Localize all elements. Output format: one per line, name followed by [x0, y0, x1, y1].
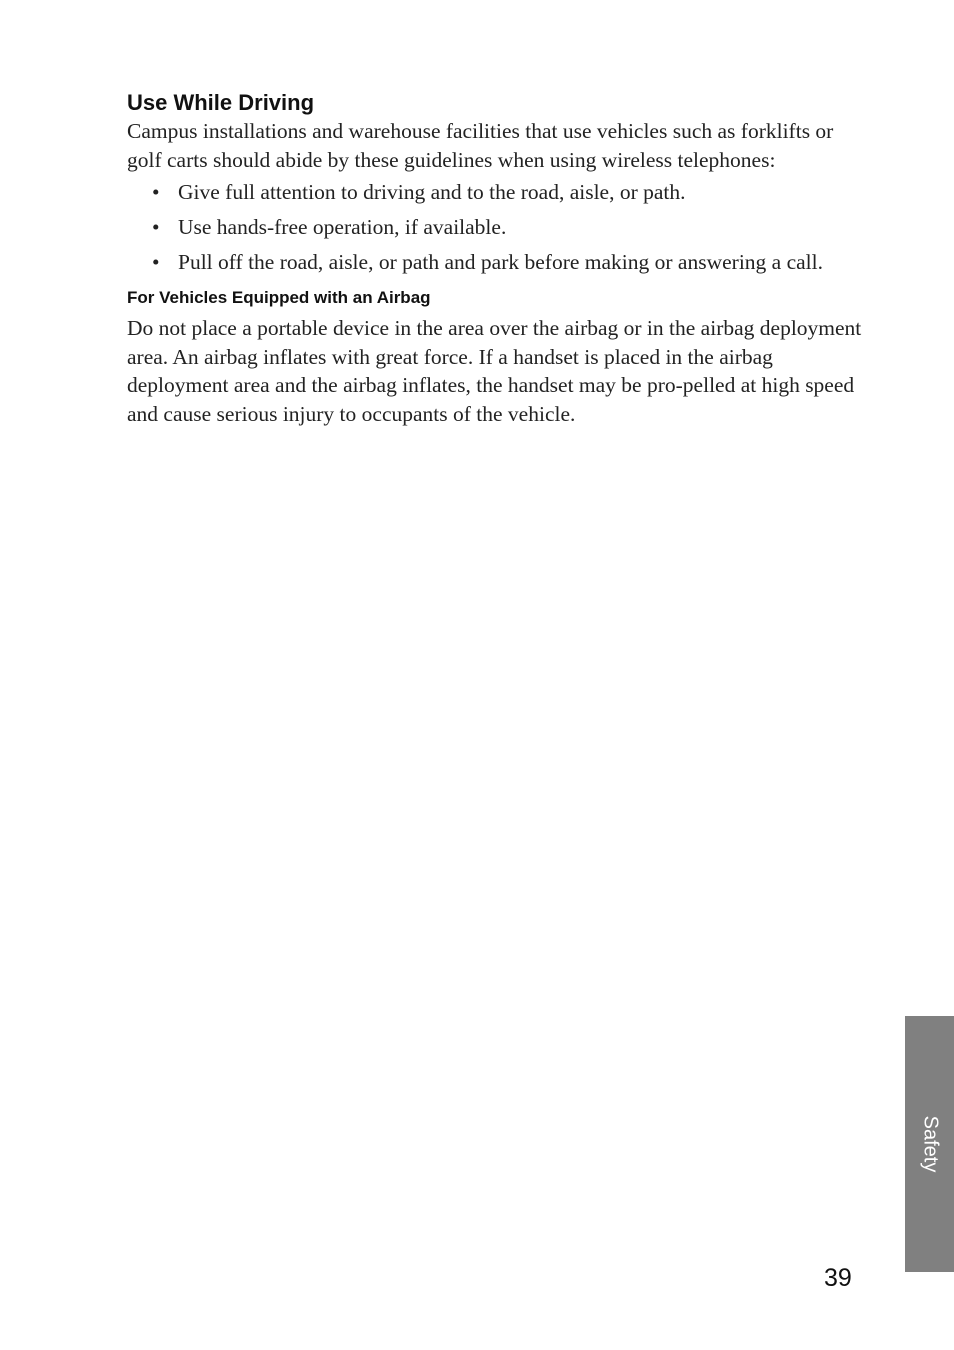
list-item	[127, 178, 862, 206]
bullet-icon: •	[152, 180, 160, 204]
guidelines-list	[127, 178, 862, 276]
page-content	[127, 89, 862, 428]
chapter-side-tab	[905, 1016, 954, 1272]
section-heading: Use While Driving	[127, 90, 315, 115]
list-item-text: Use hands-free operation, if available.	[178, 215, 507, 239]
list-item-text: Give full attention to driving and to the road, aisle, or path.	[178, 180, 686, 204]
bullet-icon: •	[152, 215, 160, 239]
side-tab-label: Safety	[919, 1115, 941, 1173]
list-item	[127, 248, 862, 276]
subsection-paragraph: Do not place a portable device in the area over the airbag or in the airbag deployment area. An airbag inflates with great force. If a handset is placed in the airbag deployment area and the airbag inflates, the handset may be pro-pelled at high speed and cause serious injury to occupants of the vehicle.	[127, 316, 862, 426]
section-intro-paragraph: Campus installations and warehouse facilities that use vehicles such as forklifts or golf carts should abide by these guidelines when using wireless telephones:	[127, 119, 834, 172]
bullet-icon: •	[152, 250, 160, 274]
list-item-text: Pull off the road, aisle, or path and park before making or answering a call.	[178, 250, 823, 274]
page-number: 39	[824, 1264, 852, 1292]
list-item	[127, 213, 862, 241]
subsection-heading: For Vehicles Equipped with an Airbag	[127, 288, 431, 307]
